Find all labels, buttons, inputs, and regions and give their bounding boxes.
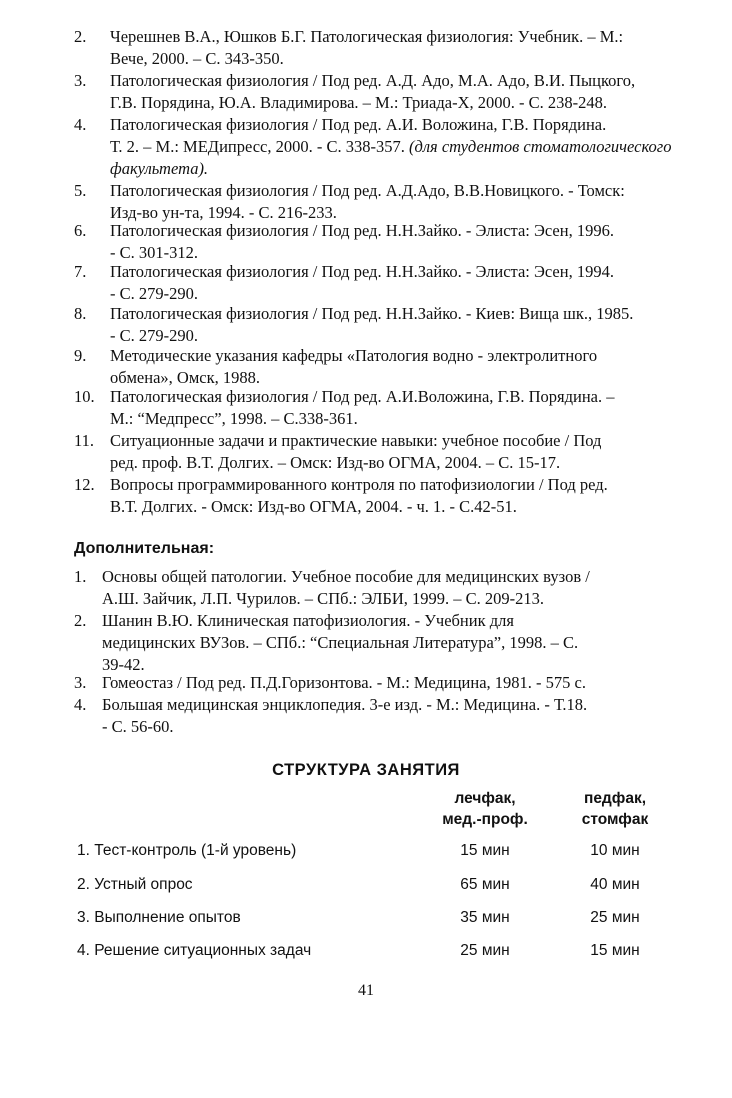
list-item-text: Патологическая физиология / Под ред. Н.Н.Зайко. - Киев: Вища шк., 1985. - С. 279-290. <box>110 304 634 345</box>
list-item-text: Патологическая физиология / Под ред. А.И.Воложина, Г.В. Порядина. – М.: “Медпресс”, 1998. – С.338-361. <box>110 387 615 428</box>
list-item-text: Патологическая физиология / Под ред. А.Д.Адо, В.В.Новицкого. - Томск: Изд-во ун-та, 1994. - С. 216-233. <box>110 181 625 222</box>
row-time-lechfak: 65 мин <box>460 876 510 893</box>
table-row <box>0 942 732 964</box>
row-label: 3. Выполнение опытов <box>77 909 241 926</box>
list-item-text: Патологическая физиология / Под ред. А.Д. Адо, М.А. Адо, В.И. Пыцкого, Г.В. Порядина, Ю.А. Владимирова. – М.: Триада-Х, 2000. - С. 238-248. <box>110 71 636 112</box>
list-item-number: 12. <box>74 475 95 494</box>
section-title: СТРУКТУРА ЗАНЯТИЯ <box>272 761 460 779</box>
list-item-text: Ситуационные задачи и практические навыки: учебное пособие / Под ред. проф. В.Т. Долгих. – Омск: Изд-во ОГМА, 2004. – С. 15-17. <box>110 431 602 472</box>
list-item-number: 4. <box>74 115 87 134</box>
list-item-number: 5. <box>74 181 87 200</box>
row-time-pedfak: 25 мин <box>590 909 640 926</box>
row-label: 2. Устный опрос <box>77 876 193 893</box>
list-item-number: 2. <box>74 27 87 46</box>
list-item-number: 1. <box>74 567 87 586</box>
column-header-pedfak: педфак, стомфак <box>581 790 649 828</box>
row-time-lechfak: 25 мин <box>460 942 510 959</box>
list-item-note: (для студентов стоматологического факультета). <box>110 137 672 178</box>
list-item-text: Большая медицинская энциклопедия. 3-е изд. - М.: Медицина. - Т.18. - С. 56-60. <box>102 695 588 736</box>
page-number: 41 <box>358 982 374 999</box>
list-item-number: 8. <box>74 304 87 323</box>
row-time-lechfak: 15 мин <box>460 842 510 859</box>
list-item-number: 3. <box>74 673 87 692</box>
list-item-number: 9. <box>74 346 87 365</box>
table-row <box>0 842 732 864</box>
list-item-text: Черешнев В.А., Юшков Б.Г. Патологическая физиология: Учебник. – М.: Вече, 2000. – С. 343-350. <box>110 27 624 68</box>
row-time-pedfak: 15 мин <box>590 942 640 959</box>
row-time-lechfak: 35 мин <box>460 909 510 926</box>
table-row <box>0 876 732 898</box>
list-item-number: 4. <box>74 695 87 714</box>
list-item-number: 6. <box>74 221 87 240</box>
row-time-pedfak: 40 мин <box>590 876 640 893</box>
list-item-text: Гомеостаз / Под ред. П.Д.Горизонтова. - М.: Медицина, 1981. - 575 с. <box>102 673 586 692</box>
list-item-text: Вопросы программированного контроля по патофизиологии / Под ред. В.Т. Долгих. - Омск: Изд-во ОГМА, 2004. - ч. 1. - С.42-51. <box>110 475 608 516</box>
additional-heading: Дополнительная: <box>74 540 215 557</box>
list-item-number: 10. <box>74 387 95 406</box>
column-header-lechfak: лечфак, мед.-проф. <box>442 790 528 828</box>
list-item-number: 2. <box>74 611 87 630</box>
list-item-number: 7. <box>74 262 87 281</box>
list-item-text: Методические указания кафедры «Патология водно - электролитного обмена», Омск, 1988. <box>110 346 598 387</box>
list-item-text: Патологическая физиология / Под ред. Н.Н.Зайко. - Элиста: Эсен, 1996. - С. 301-312. <box>110 221 614 262</box>
list-item-text: Шанин В.Ю. Клиническая патофизиология. - Учебник для медицинских ВУЗов. – СПб.: “Специальная Литература”, 1998. – С. 39-42. <box>102 611 579 674</box>
list-item-text: Патологическая физиология / Под ред. А.И. Воложина, Г.В. Порядина. Т. 2. – М.: МЕДипресс, 2000. - С. 338-357. (для студентов стоматологического факультета). <box>110 115 672 178</box>
row-label: 4. Решение ситуационных задач <box>77 942 312 959</box>
list-item-number: 3. <box>74 71 87 90</box>
list-item-text: Патологическая физиология / Под ред. Н.Н.Зайко. - Элиста: Эсен, 1994. - С. 279-290. <box>110 262 614 303</box>
row-time-pedfak: 10 мин <box>590 842 640 859</box>
list-item-text: Основы общей патологии. Учебное пособие для медицинских вузов / А.Ш. Зайчик, Л.П. Чурилов. – СПб.: ЭЛБИ, 1999. – С. 209-213. <box>102 567 590 608</box>
list-item-number: 11. <box>74 431 95 450</box>
table-row <box>0 909 732 931</box>
row-label: 1. Тест-контроль (1-й уровень) <box>77 842 297 859</box>
